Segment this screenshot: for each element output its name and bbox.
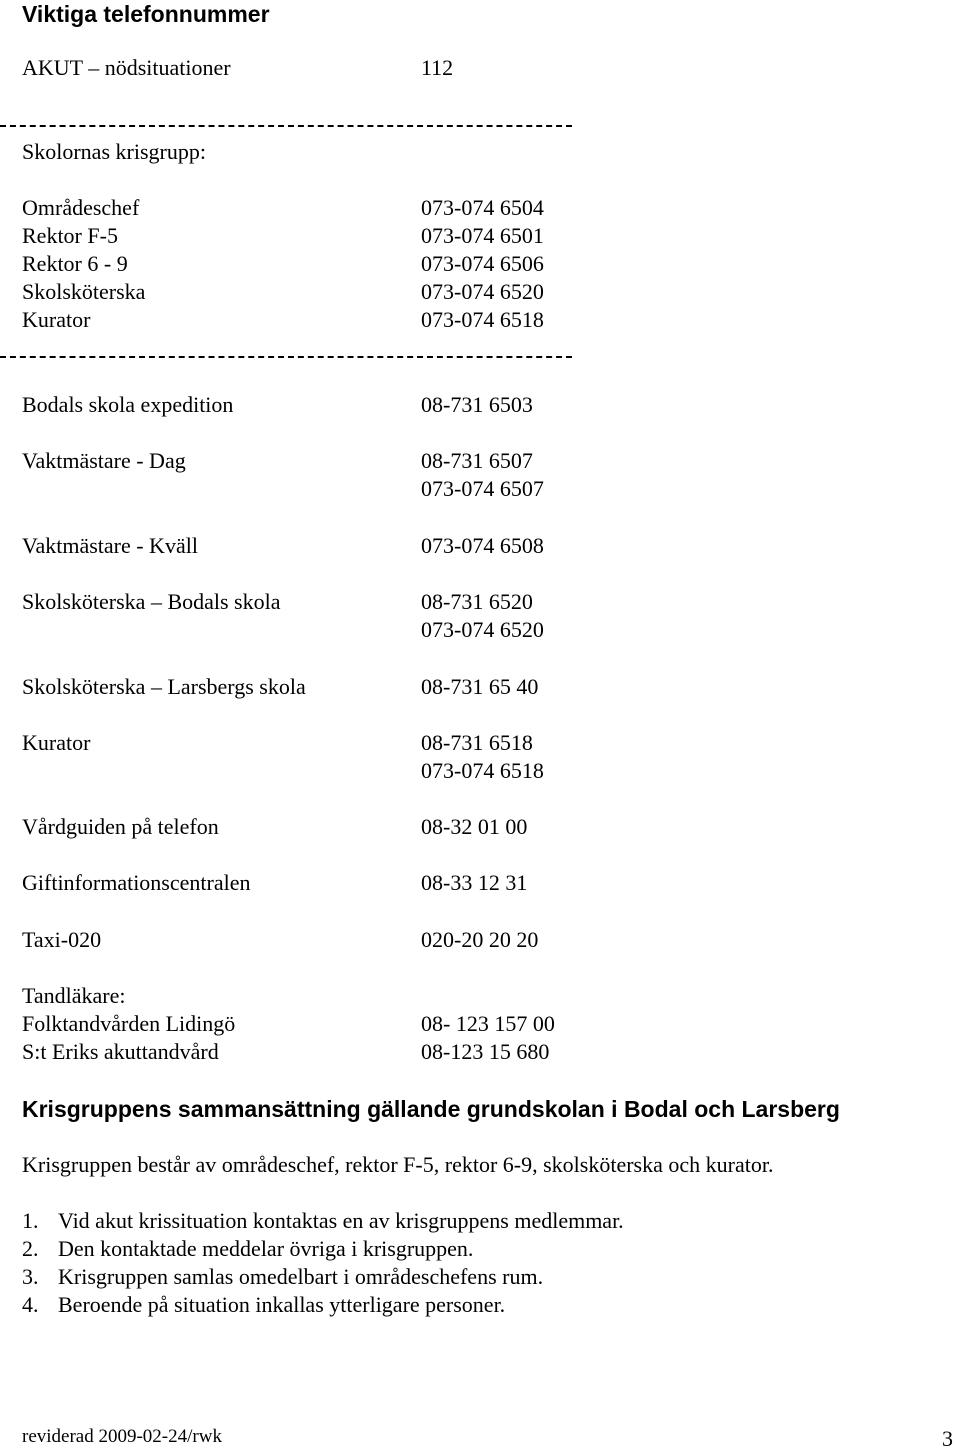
crisis-row-label: Rektor 6 - 9 [22, 251, 128, 276]
contact-label: Vårdguiden på telefon [22, 814, 219, 839]
list-item-text: Beroende på situation inkallas ytterligare personer. [58, 1292, 506, 1317]
emergency-number: 112 [421, 55, 454, 80]
contact-label: Kurator [22, 730, 91, 755]
emergency-label: AKUT – nödsituationer [22, 55, 231, 80]
dentist-heading: Tandläkare: [22, 983, 126, 1008]
crisis-group-heading: Skolornas krisgrupp: [22, 139, 206, 164]
contact-number: 08-32 01 00 [421, 814, 528, 839]
crisis-row-label: Skolsköterska [22, 279, 146, 304]
contact-number: 073-074 6507 [421, 476, 544, 501]
composition-heading: Krisgruppens sammansättning gällande grundskolan i Bodal och Larsberg [22, 1096, 840, 1122]
contact-number: 08-731 65 40 [421, 674, 539, 699]
revision-note: reviderad 2009-02-24/rwk [22, 1426, 222, 1447]
page-title: Viktiga telefonnummer [22, 1, 270, 27]
composition-intro: Krisgruppen består av områdeschef, rektor F-5, rektor 6-9, skolsköterska och kurator. [22, 1152, 774, 1177]
contact-label: Bodals skola expedition [22, 392, 234, 417]
contact-number: 073-074 6508 [421, 533, 544, 558]
contact-number: 073-074 6518 [421, 758, 544, 783]
contact-number: 020-20 20 20 [421, 927, 539, 952]
dentist-label: Folktandvården Lidingö [22, 1011, 236, 1036]
crisis-row-label: Rektor F-5 [22, 223, 118, 248]
list-item-text: Vid akut krissituation kontaktas en av krisgruppens medlemmar. [58, 1208, 624, 1233]
dashed-divider [0, 125, 572, 127]
crisis-row-number: 073-074 6501 [421, 223, 544, 248]
contact-number: 08-731 6507 [421, 448, 533, 473]
list-item-text: Den kontaktade meddelar övriga i krisgruppen. [58, 1236, 474, 1261]
crisis-row-number: 073-074 6504 [421, 195, 544, 220]
contact-label: Giftinformationscentralen [22, 870, 251, 895]
contact-number: 08-731 6518 [421, 730, 533, 755]
contact-label: Vaktmästare - Dag [22, 448, 186, 473]
dentist-number: 08-123 15 680 [421, 1039, 550, 1064]
contact-number: 073-074 6520 [421, 617, 544, 642]
crisis-row-number: 073-074 6520 [421, 279, 544, 304]
list-item [0, 1263, 960, 1291]
contact-label: Vaktmästare - Kväll [22, 533, 198, 558]
list-item-number: 3. [22, 1264, 39, 1289]
contact-label: Skolsköterska – Larsbergs skola [22, 674, 306, 699]
contact-number: 08-33 12 31 [421, 870, 528, 895]
list-item [0, 1291, 960, 1319]
crisis-row-number: 073-074 6506 [421, 251, 544, 276]
contact-label: Skolsköterska – Bodals skola [22, 589, 281, 614]
list-item [0, 1235, 960, 1263]
contact-number: 08-731 6503 [421, 392, 533, 417]
list-item-number: 4. [22, 1292, 39, 1317]
crisis-row-label: Kurator [22, 307, 91, 332]
crisis-row-number: 073-074 6518 [421, 307, 544, 332]
contact-label: Taxi-020 [22, 927, 102, 952]
page-number: 3 [942, 1426, 953, 1451]
dashed-divider [0, 356, 572, 358]
contact-number: 08-731 6520 [421, 589, 533, 614]
list-item [0, 1207, 960, 1235]
dentist-label: S:t Eriks akuttandvård [22, 1039, 219, 1064]
list-item-text: Krisgruppen samlas omedelbart i områdeschefens rum. [58, 1264, 544, 1289]
crisis-row-label: Områdeschef [22, 195, 140, 220]
dentist-number: 08- 123 157 00 [421, 1011, 555, 1036]
list-item-number: 1. [22, 1208, 39, 1233]
list-item-number: 2. [22, 1236, 39, 1261]
